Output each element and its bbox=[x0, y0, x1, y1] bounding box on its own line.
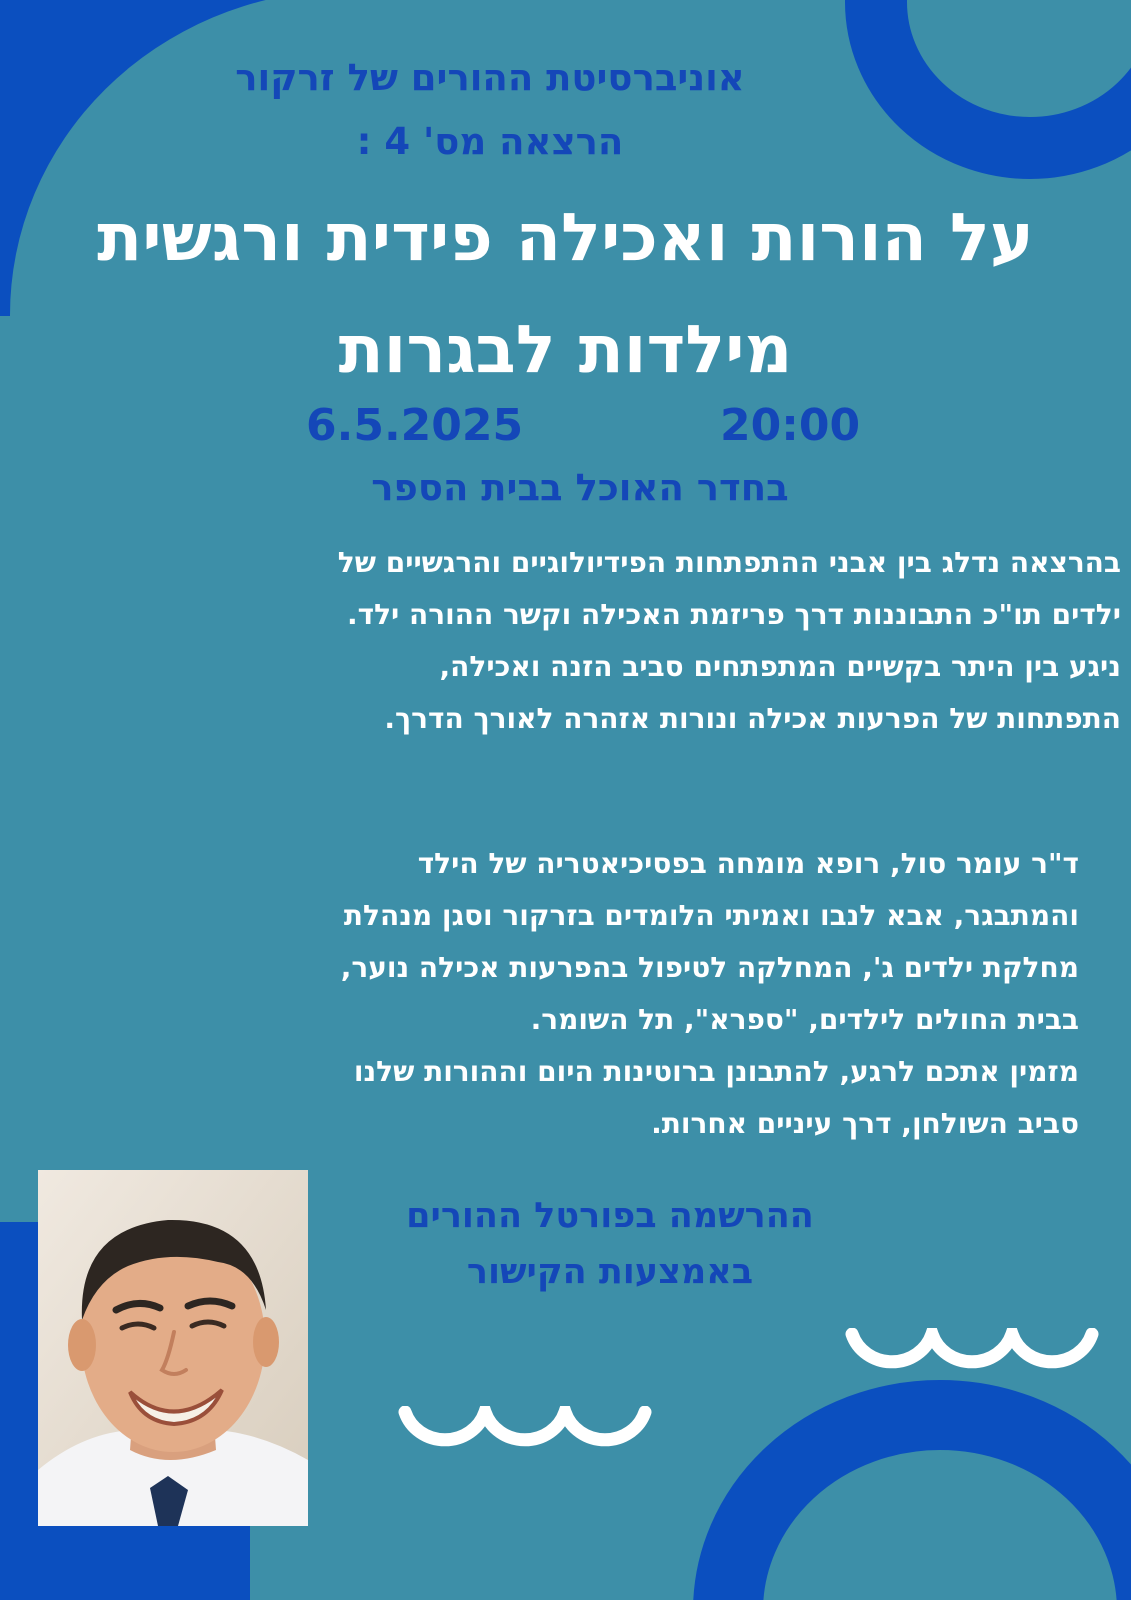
registration-line-1: ההרשמה בפורטל ההורים bbox=[406, 1196, 814, 1236]
speaker-bio-line: סביב השולחן, דרך עיניים אחרות. bbox=[651, 1107, 1079, 1140]
event-time: 20:00 bbox=[720, 400, 861, 451]
speaker-bio-line: ד"ר עומר סול, רופא מומחה בפסיכיאטריה של הילד bbox=[417, 847, 1079, 880]
speaker-bio-line: מזמין אתכם לרגע, להתבונן ברוטינות היום וההורות שלנו bbox=[353, 1055, 1079, 1088]
description-line: ניגע בין היתר בקשיים המתפתחים סביב הזנה ואכילה, bbox=[439, 650, 1121, 683]
decorative-top-right-ring bbox=[840, 0, 1131, 182]
event-location: בחדר האוכל בבית הספר bbox=[371, 466, 789, 509]
lecture-title-line-1: על הורות ואכילה פידית ורגשית bbox=[97, 199, 1034, 276]
description-line: התפתחות של הפרעות אכילה ונורות אזהרה לאורך הדרך. bbox=[384, 702, 1121, 735]
event-date: 6.5.2025 bbox=[306, 400, 524, 451]
organization-name: אוניברסיטת ההורים של זרקור bbox=[235, 56, 745, 99]
speaker-portrait-image bbox=[38, 1170, 308, 1526]
decorative-wave-right bbox=[840, 1328, 1105, 1386]
lecture-number: הרצאה מס' 4 : bbox=[356, 120, 624, 163]
description-line: בהרצאה נדלג בין אבני ההתפתחות הפידיולוגיים והרגשיים של bbox=[337, 546, 1121, 579]
speaker-bio-line: בבית החולים לילדים, "ספרא", תל השומר. bbox=[530, 1003, 1079, 1036]
description-line: ילדים תו"כ התבוננות דרך פריזמת האכילה וקשר ההורה ילד. bbox=[346, 598, 1121, 631]
speaker-bio bbox=[19, 838, 1079, 1150]
speaker-bio-line: והמתבגר, אבא לנבו ואמיתי הלומדים בזרקור וסגן מנהלת bbox=[343, 899, 1079, 932]
lecture-title-line-2: מילדות לבגרות bbox=[338, 311, 793, 388]
lecture-description bbox=[21, 537, 1121, 745]
registration-line-2: באמצעות הקישור bbox=[466, 1252, 754, 1292]
speaker-photo bbox=[38, 1170, 308, 1526]
speaker-bio-line: מחלקת ילדים ג', המחלקה לטיפול בהפרעות אכילה נוער, bbox=[340, 951, 1079, 984]
decorative-bottom-right-ring bbox=[676, 1376, 1131, 1600]
decorative-wave-left bbox=[393, 1406, 658, 1464]
